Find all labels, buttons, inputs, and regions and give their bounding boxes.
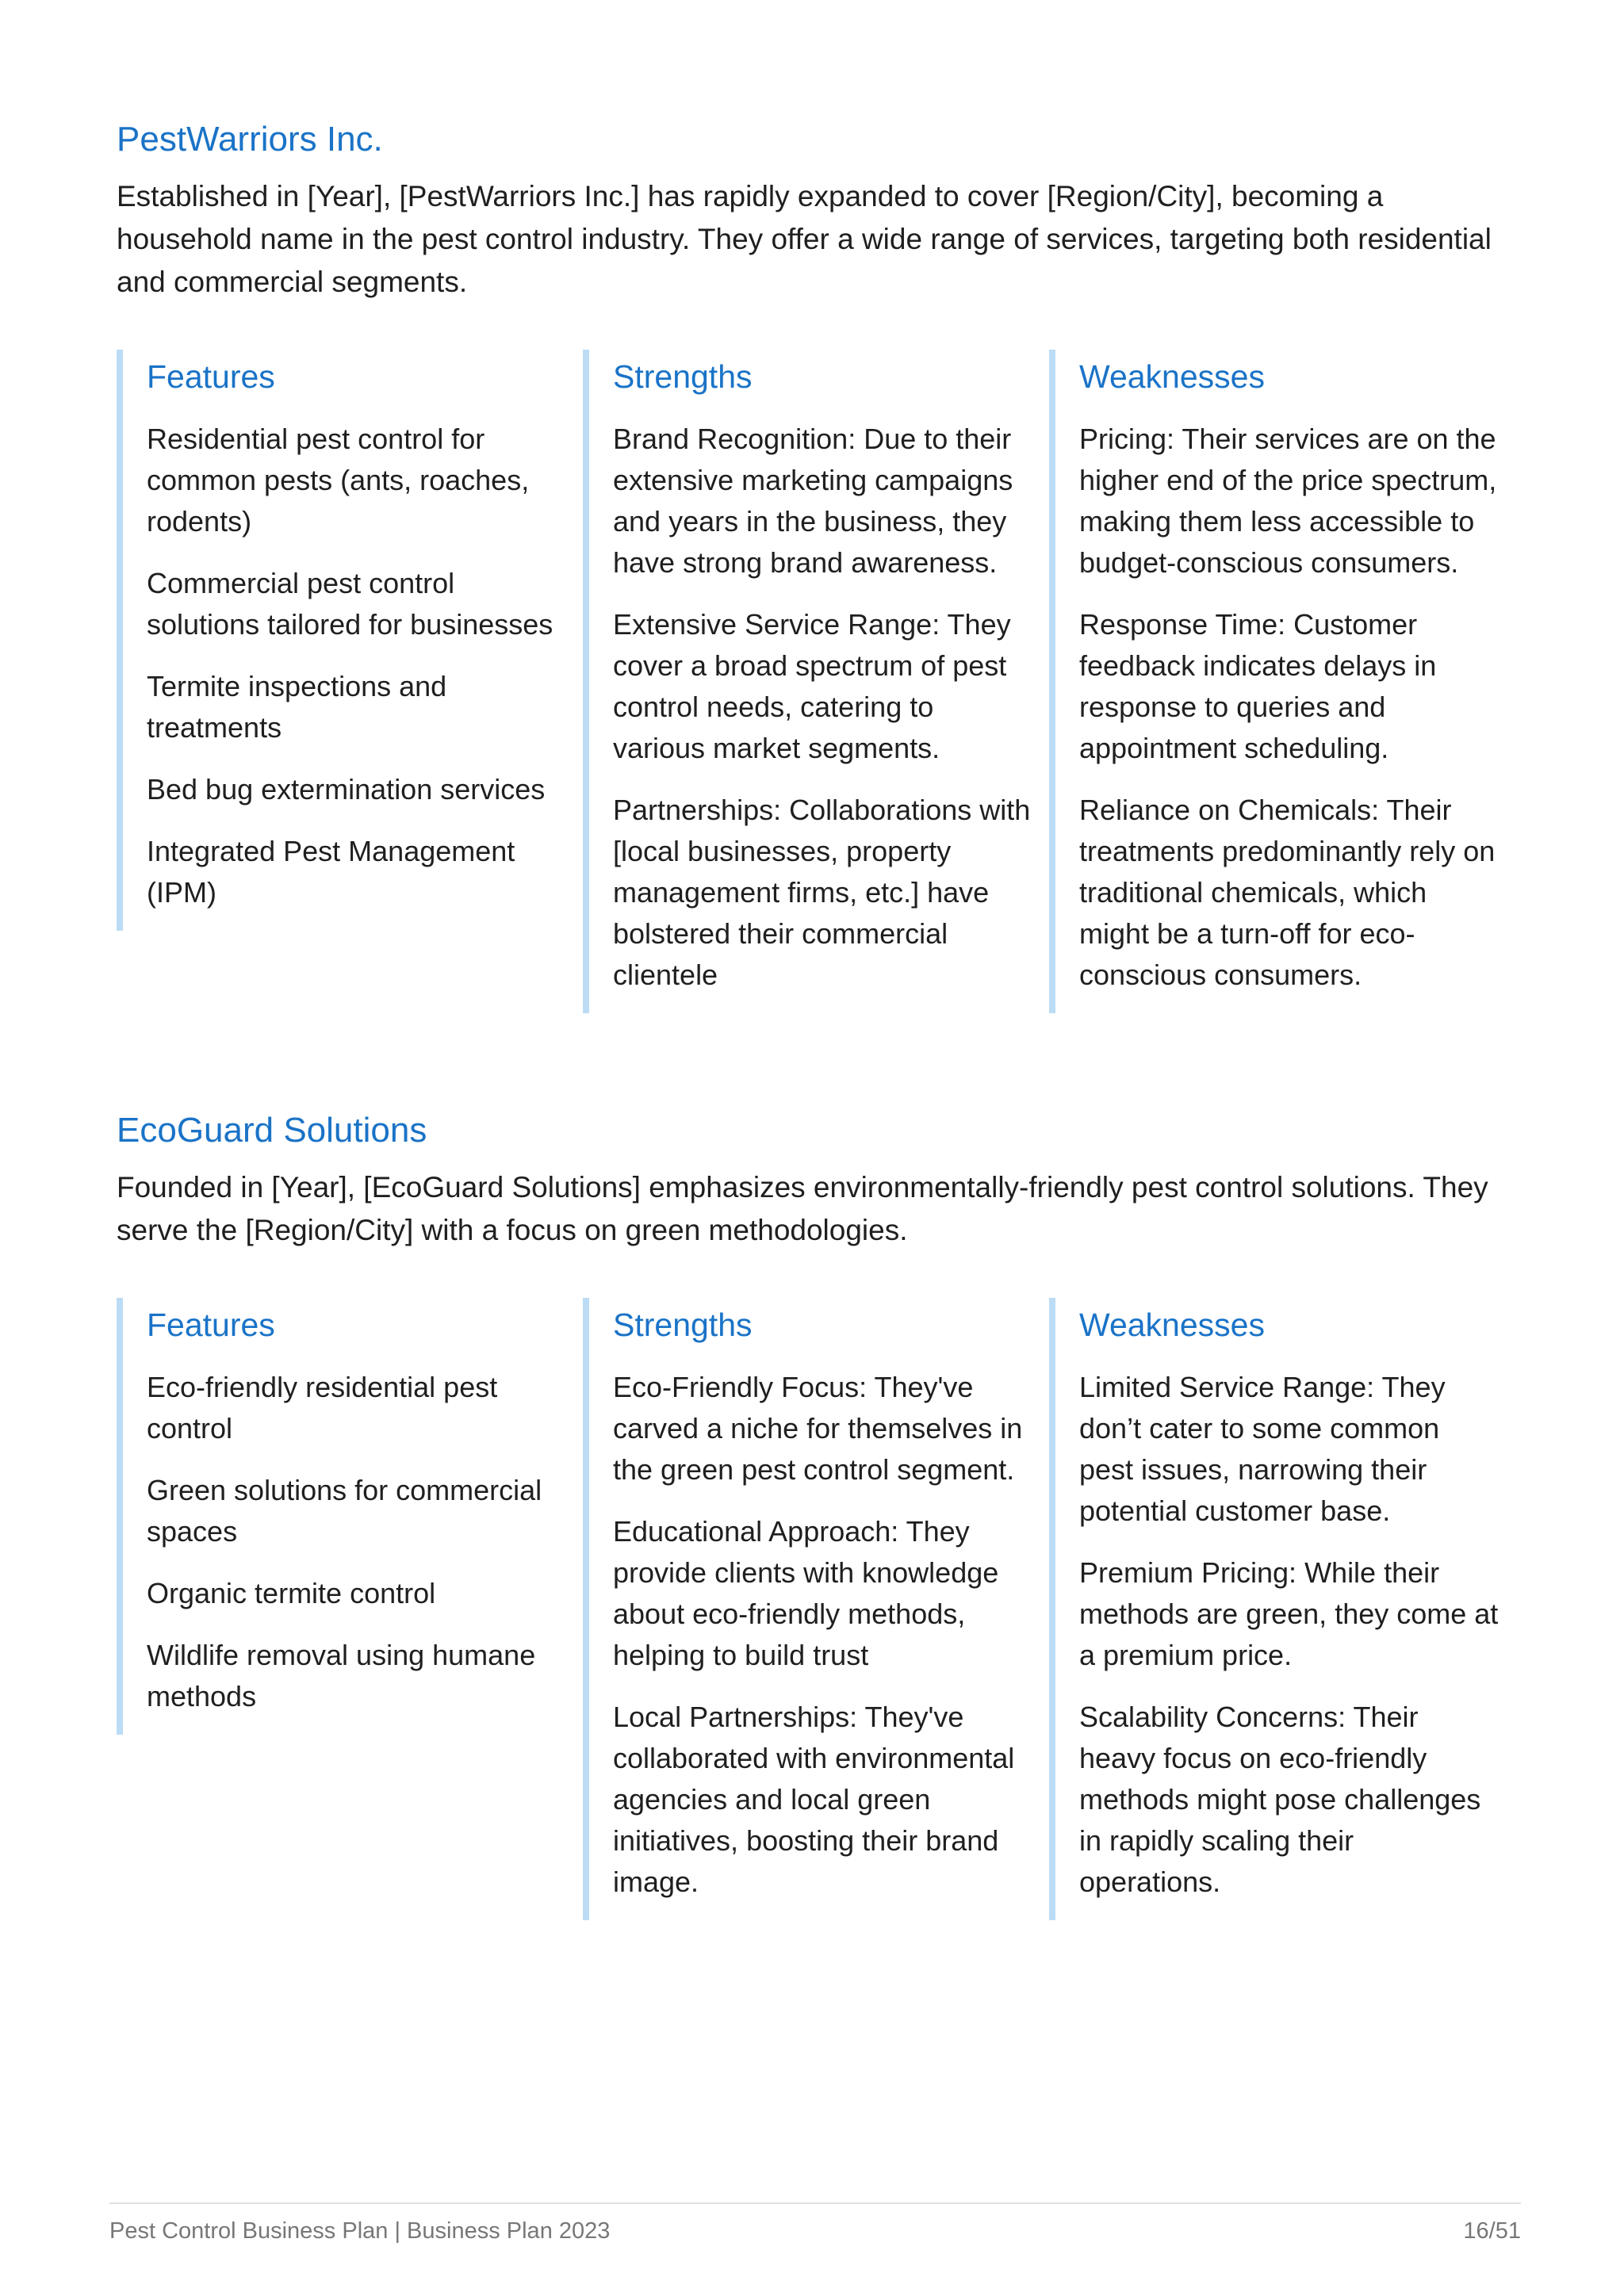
footer-title: Pest Control Business Plan | Business Plan 2023 xyxy=(109,2218,611,2244)
list-item: Commercial pest control solutions tailored for businesses xyxy=(147,566,553,641)
features-column xyxy=(117,350,567,931)
list-item: Eco-friendly residential pest control xyxy=(147,1370,498,1445)
strengths-column xyxy=(583,350,1033,1013)
list-item: Residential pest control for common pests (ants, roaches, rodents) xyxy=(147,422,530,538)
weaknesses-column xyxy=(1049,1298,1500,1920)
features-heading: Features xyxy=(147,1306,275,1343)
weaknesses-list xyxy=(1079,419,1500,996)
strengths-list xyxy=(613,1367,1033,1903)
list-item: Reliance on Chemicals: Their treatments predominantly rely on traditional chemicals, which might be a turn-off for eco-conscious consumers. xyxy=(1079,793,1496,991)
page-number: 16/51 xyxy=(1463,2218,1521,2244)
strengths-list xyxy=(613,419,1033,996)
comparison-columns xyxy=(117,1298,1520,2011)
company-section-ecoguard xyxy=(117,1110,1520,2011)
features-column xyxy=(117,1298,567,1735)
features-list xyxy=(147,1367,567,1717)
list-item: Eco-Friendly Focus: They've carved a niche for themselves in the green pest control segment. xyxy=(613,1370,1023,1486)
weaknesses-heading: Weaknesses xyxy=(1079,358,1265,395)
list-item: Integrated Pest Management (IPM) xyxy=(147,834,515,909)
weaknesses-list xyxy=(1079,1367,1500,1903)
strengths-heading: Strengths xyxy=(613,1306,753,1343)
company-description: Established in [Year], [PestWarriors Inc.] has rapidly expanded to cover [Region/City], becoming a household name in the pest control industry. They offer a wide range of services, targeting both residential and commercial segments. xyxy=(117,179,1492,298)
comparison-columns xyxy=(117,350,1520,1063)
weaknesses-heading: Weaknesses xyxy=(1079,1306,1265,1343)
list-item: Local Partnerships: They've collaborated with environmental agencies and local green initiatives, boosting their brand image. xyxy=(613,1700,1015,1898)
company-title: EcoGuard Solutions xyxy=(117,1111,427,1150)
features-list xyxy=(147,419,567,913)
list-item: Brand Recognition: Due to their extensive marketing campaigns and years in the business, they have strong brand awareness. xyxy=(613,422,1013,579)
list-item: Termite inspections and treatments xyxy=(147,669,447,744)
strengths-column xyxy=(583,1298,1033,1920)
strengths-heading: Strengths xyxy=(613,358,753,395)
page-footer xyxy=(109,2202,1521,2244)
list-item: Scalability Concerns: Their heavy focus on eco-friendly methods might pose challenges in rapidly scaling their operations. xyxy=(1079,1700,1481,1898)
list-item: Limited Service Range: They don’t cater to some common pest issues, narrowing their potential customer base. xyxy=(1079,1370,1446,1527)
list-item: Bed bug extermination services xyxy=(147,772,546,806)
list-item: Educational Approach: They provide clients with knowledge about eco-friendly methods, helping to build trust xyxy=(613,1514,999,1671)
list-item: Premium Pricing: While their methods are green, they come at a premium price. xyxy=(1079,1556,1499,1671)
company-description: Founded in [Year], [EcoGuard Solutions] emphasizes environmentally-friendly pest control solutions. They serve the [Region/City] with a focus on green methodologies. xyxy=(117,1170,1488,1246)
features-heading: Features xyxy=(147,358,275,395)
company-title: PestWarriors Inc. xyxy=(117,120,383,159)
list-item: Green solutions for commercial spaces xyxy=(147,1473,542,1548)
list-item: Partnerships: Collaborations with [local businesses, property management firms, etc.] have bolstered their commercial clientele xyxy=(613,793,1031,991)
list-item: Extensive Service Range: They cover a broad spectrum of pest control needs, catering to various market segments. xyxy=(613,607,1011,764)
list-item: Wildlife removal using humane methods xyxy=(147,1638,536,1712)
list-item: Pricing: Their services are on the higher end of the price spectrum, making them less accessible to budget-conscious consumers. xyxy=(1079,422,1497,579)
company-section-pestwarriors xyxy=(117,119,1520,1063)
weaknesses-column xyxy=(1049,350,1500,1013)
list-item: Response Time: Customer feedback indicates delays in response to queries and appointment scheduling. xyxy=(1079,607,1437,764)
list-item: Organic termite control xyxy=(147,1576,436,1609)
